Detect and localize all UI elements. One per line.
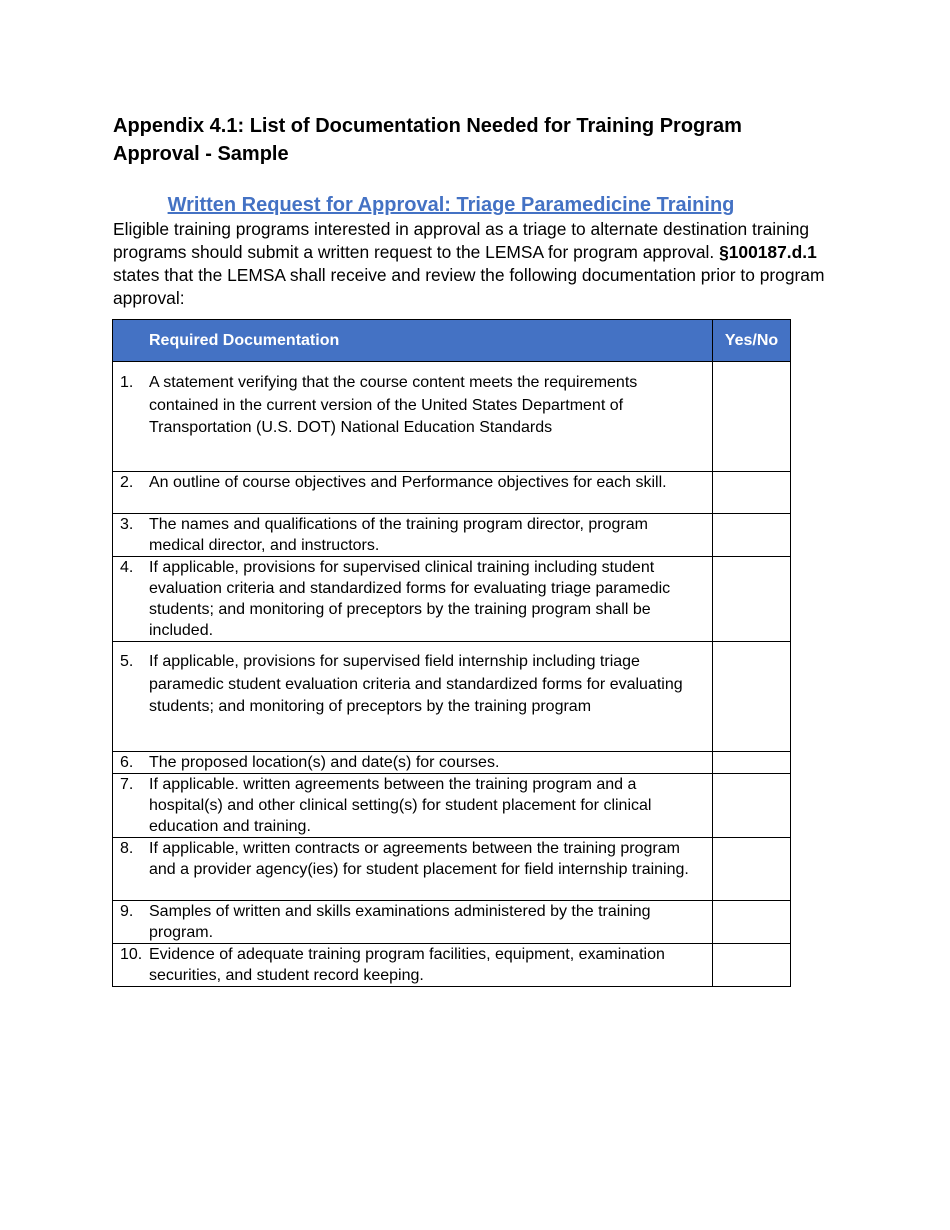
item-text: The proposed location(s) and date(s) for courses. [149, 754, 500, 771]
table-row [113, 774, 791, 838]
yes-no-cell[interactable] [713, 472, 791, 514]
item-number: 3. [120, 516, 134, 533]
table-row [113, 514, 791, 557]
table-row [113, 752, 791, 774]
documentation-cell [113, 514, 713, 557]
item-text: The names and qualifications of the training program director, program medical director, and instructors. [149, 516, 648, 554]
documentation-cell [113, 838, 713, 901]
item-text: Evidence of adequate training program facilities, equipment, examination securities, and student record keeping. [149, 946, 665, 984]
section-subtitle: Written Request for Approval: Triage Paramedicine Training [167, 194, 735, 216]
documentation-cell [113, 362, 713, 472]
documentation-table [112, 319, 791, 987]
yes-no-cell[interactable] [713, 642, 791, 752]
column-header-yes-no: Yes/No [713, 320, 791, 362]
regulation-code: §100187.d.1 [719, 242, 817, 262]
item-number: 5. [120, 653, 134, 670]
yes-no-cell[interactable] [713, 838, 791, 901]
yes-no-cell[interactable] [713, 774, 791, 838]
item-text: If applicable, provisions for supervised clinical training including student evaluation criteria and standardized forms for evaluating triage paramedic students; and monitoring of preceptors by the training program shall be included. [149, 559, 671, 639]
table-row [113, 557, 791, 642]
documentation-cell [113, 472, 713, 514]
yes-no-cell[interactable] [713, 752, 791, 774]
documentation-cell [113, 901, 713, 944]
item-text: If applicable, written contracts or agreements between the training program and a provider agency(ies) for student placement for field internship training. [149, 840, 689, 878]
documentation-cell [113, 944, 713, 987]
item-text: Samples of written and skills examinations administered by the training program. [149, 903, 651, 941]
item-number: 7. [120, 776, 134, 793]
documentation-cell [113, 774, 713, 838]
intro-paragraph [113, 218, 825, 310]
table-row [113, 838, 791, 901]
intro-text-start: Eligible training programs interested in approval as a triage to alternate destination training programs should submit a written request to the LEMSA for program approval. [113, 219, 810, 262]
documentation-cell [113, 557, 713, 642]
item-text: A statement verifying that the course content meets the requirements contained in the current version of the United States Department of Transportation (U.S. DOT) National Education Standards [149, 374, 638, 436]
item-text: If applicable, provisions for supervised field internship including triage paramedic student evaluation criteria and standardized forms for evaluating students; and monitoring of preceptors by the training program [149, 653, 683, 715]
item-number: 1. [120, 374, 134, 391]
item-number: 6. [120, 754, 134, 771]
item-number: 10. [120, 946, 143, 963]
yes-no-cell[interactable] [713, 362, 791, 472]
intro-text-end: states that the LEMSA shall receive and review the following documentation prior to program approval: [113, 265, 825, 308]
table-row [113, 472, 791, 514]
item-number: 8. [120, 840, 134, 857]
documentation-cell [113, 642, 713, 752]
item-text: If applicable. written agreements between the training program and a hospital(s) and other clinical setting(s) for student placement for clinical education and training. [149, 776, 652, 835]
table-header-row [113, 320, 791, 362]
item-number: 4. [120, 559, 134, 576]
table-row [113, 944, 791, 987]
table-row [113, 362, 791, 472]
column-header-documentation: Required Documentation [113, 320, 713, 362]
yes-no-cell[interactable] [713, 514, 791, 557]
page-title: Appendix 4.1: List of Documentation Needed for Training Program Approval - Sample [113, 115, 742, 165]
item-number: 2. [120, 474, 134, 491]
documentation-cell [113, 752, 713, 774]
item-number: 9. [120, 903, 134, 920]
yes-no-cell[interactable] [713, 557, 791, 642]
yes-no-cell[interactable] [713, 901, 791, 944]
item-text: An outline of course objectives and Performance objectives for each skill. [149, 474, 667, 491]
yes-no-cell[interactable] [713, 944, 791, 987]
table-row [113, 642, 791, 752]
table-row [113, 901, 791, 944]
